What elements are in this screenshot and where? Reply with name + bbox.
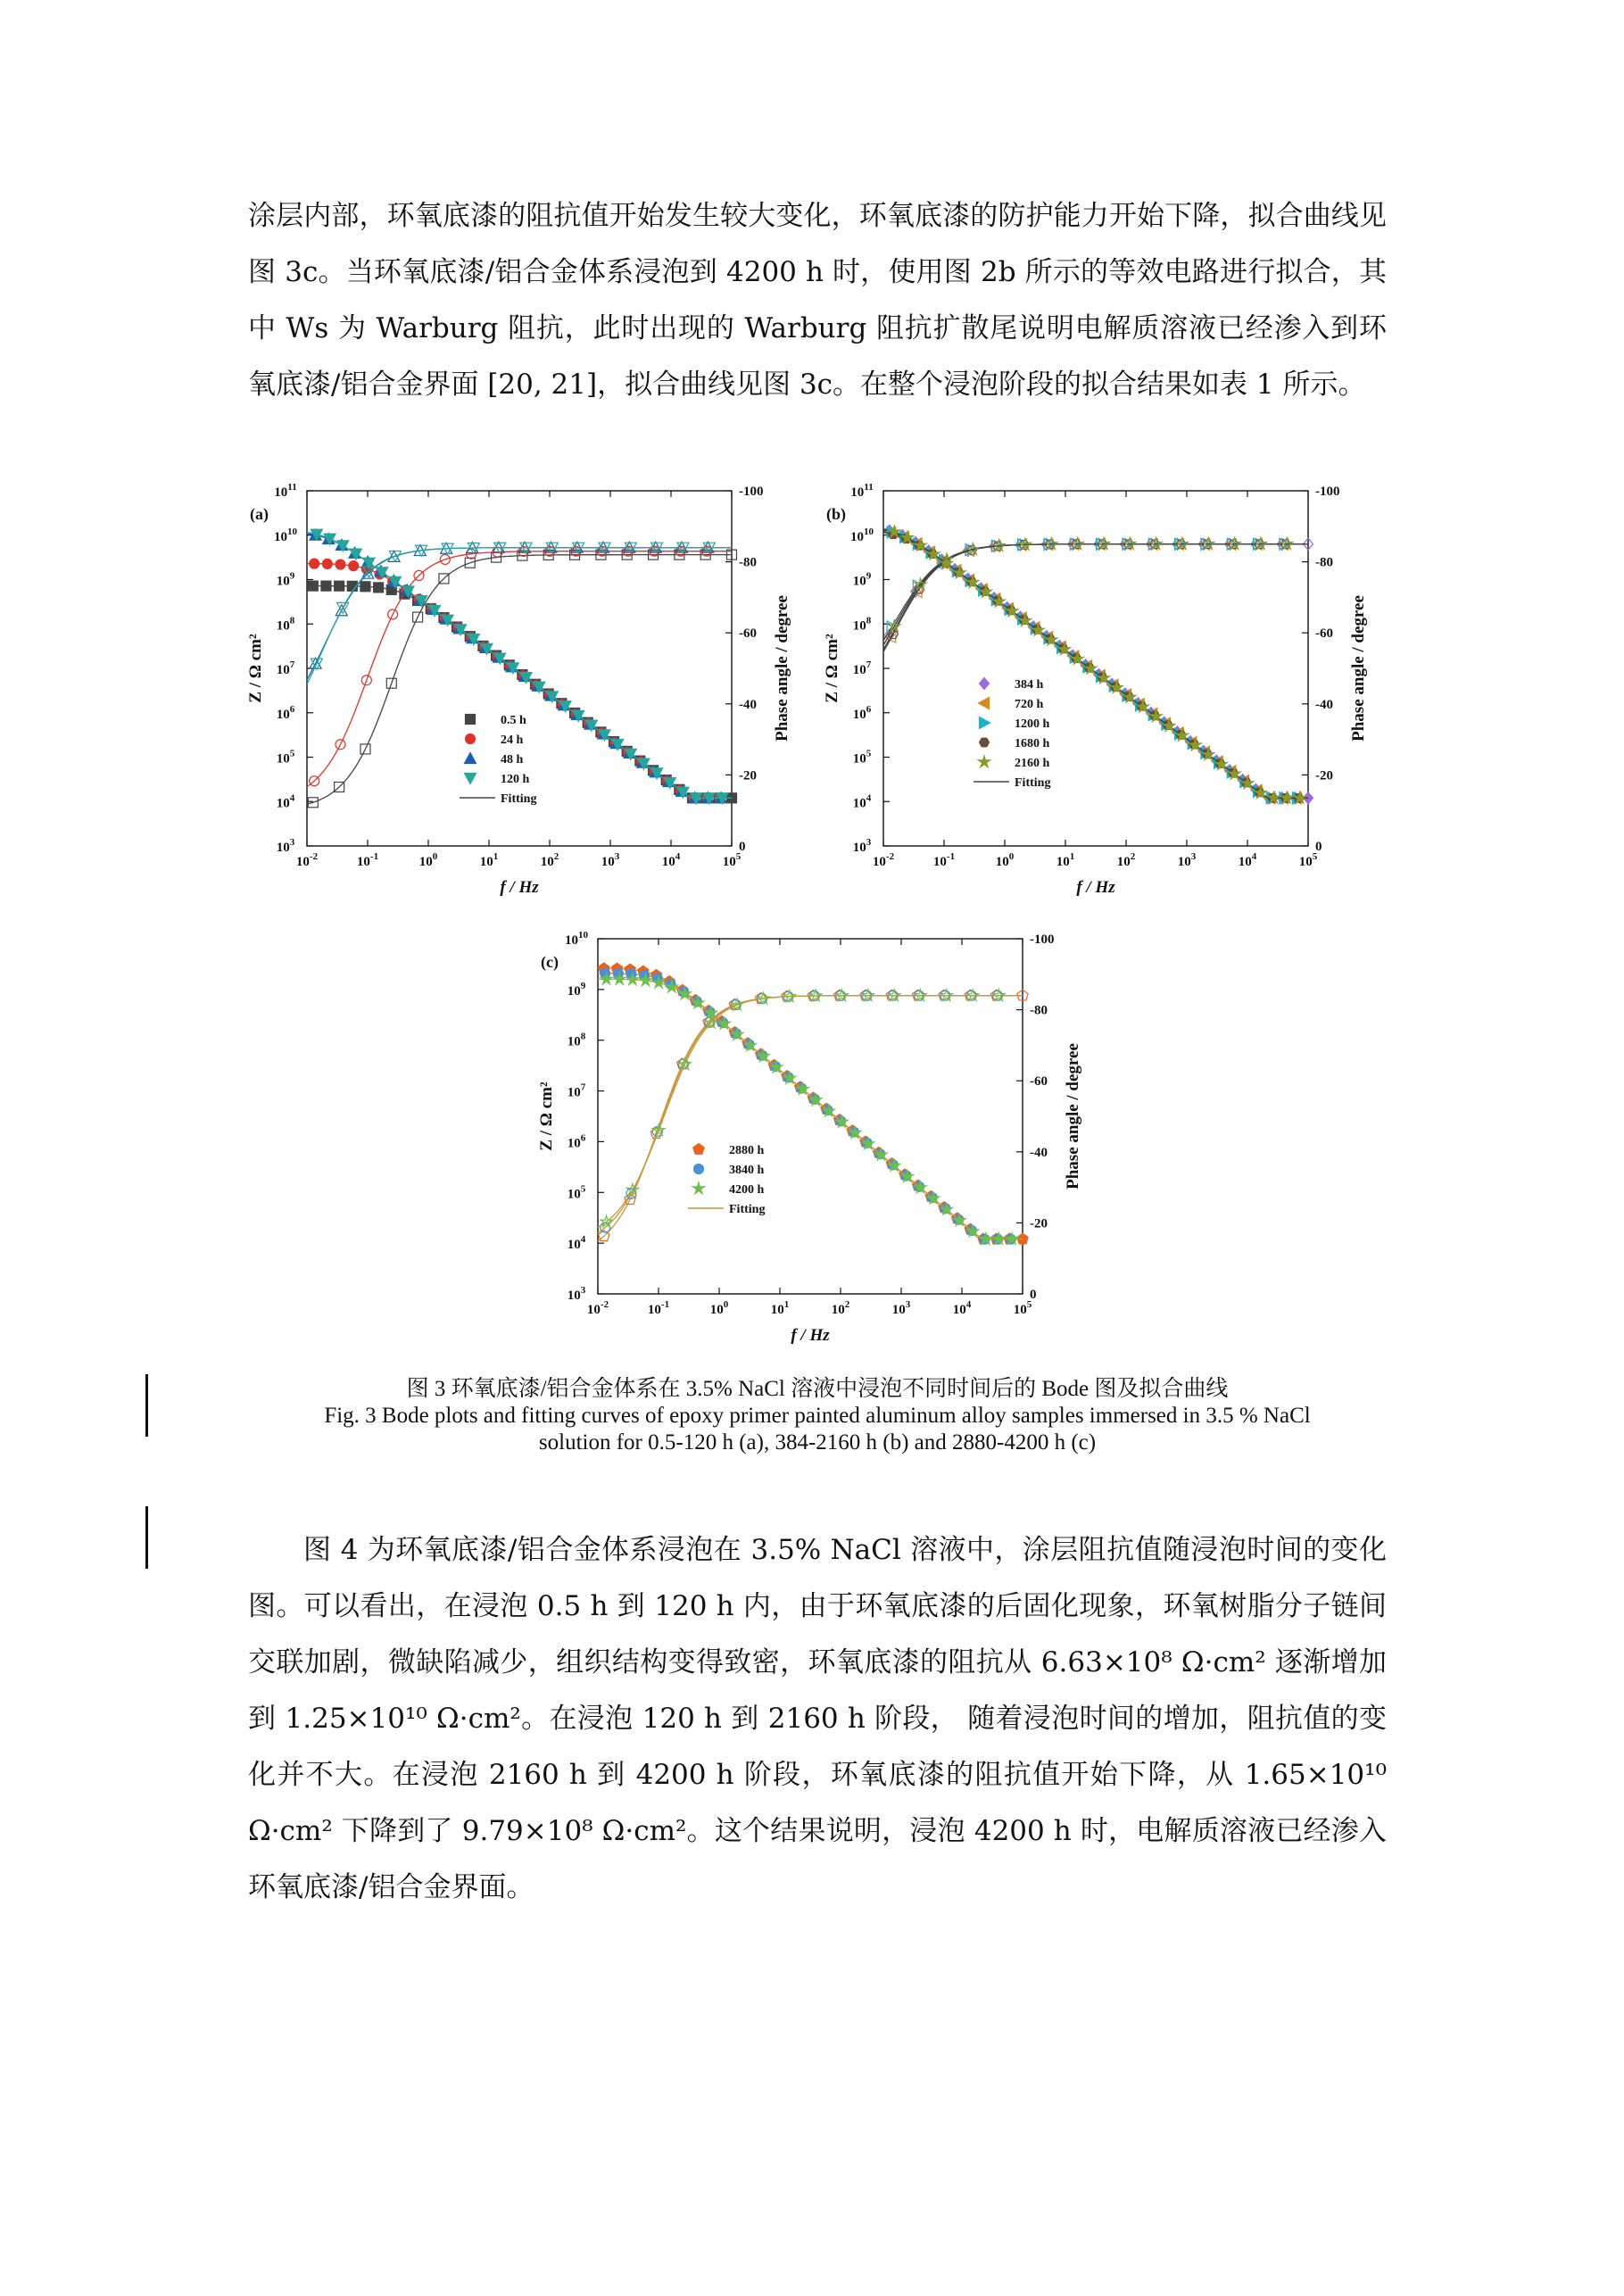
bode-plot-c [534,919,1105,1356]
phase-tick-label: -60 [1315,626,1333,642]
series-3840-h [598,968,1023,1244]
y-axis-label: Z / Ω cm² [823,634,841,703]
legend-label: 48 h [501,753,524,767]
y-tick-label: $10^4$ [567,1234,586,1253]
bode-plot-a [243,471,814,908]
phase-tick-label: -60 [1030,1074,1048,1090]
legend-marker [694,1165,704,1174]
x-tick-label: $10^{-1}$ [647,1299,670,1317]
y-tick-label: $10^4$ [276,792,295,811]
x-tick-label: $10^5$ [1013,1299,1032,1317]
legend-label: 384 h [1015,678,1044,692]
x-tick-label: $10^0$ [995,851,1015,869]
x-tick-label: $10^4$ [952,1299,972,1317]
y-tick-label: $10^3$ [567,1285,586,1303]
data-point-impedance [335,581,344,591]
y-tick-label: $10^9$ [567,980,586,999]
legend-label: 0.5 h [501,714,526,727]
revision-bar [145,1374,148,1437]
x-axis-label: f / Hz [500,878,539,897]
phase-tick-label: -20 [739,768,757,783]
y-tick-label: $10^6$ [276,703,295,722]
y-tick-label: $10^5$ [567,1183,586,1202]
fit-line-impedance [883,529,1308,799]
phase-tick-label: -60 [739,626,757,642]
phase-tick-label: 0 [1315,840,1322,854]
data-point-impedance [322,559,332,568]
legend-label: 3840 h [729,1164,765,1177]
legend-label: 1200 h [1015,717,1050,731]
panel-label: (c) [541,953,559,971]
fit-line-impedance [598,974,1023,1239]
paragraph-1-text: 涂层内部，环氧底漆的阻抗值开始发生较大变化，环氧底漆的防护能力开始下降，拟合曲线见图 3c。当环氧底漆/铝合金体系浸泡到 4200 h 时，使用图 2b 所示的等效电路进行拟合，其中 Ws 为 Warburg 阻抗，此时出现的 Warburg 阻抗扩散尾说明电解质溶液已经渗入到环氧底漆/铝合金界面 [20, 21]，拟合曲线见图 3c。在整个浸泡阶段的拟合结果如表 1 所示。 [248,200,1387,401]
y-tick-label: $10^{10}$ [565,930,588,948]
legend-marker [980,678,990,690]
y-tick-label: $10^4$ [852,792,872,811]
fit-line-impedance [883,531,1308,798]
paragraph-1 [248,188,1387,413]
legend-marker [465,774,476,784]
y-tick-label: $10^3$ [852,837,872,855]
data-point-impedance [336,559,345,569]
x-tick-label: $10^1$ [479,851,499,869]
series-1680-h [883,530,1308,802]
paragraph-2 [248,1522,1387,1916]
phase-tick-label: -80 [1315,555,1333,570]
phase-tick-label: -40 [1030,1145,1048,1160]
legend [460,714,536,806]
paragraph-2-text: 图 4 为环氧底漆/铝合金体系浸泡在 3.5% NaCl 溶液中，涂层阻抗值随浸泡时间的变化图。可以看出，在浸泡 0.5 h 到 120 h 内，由于环氧底漆的后固化现象，环氧树脂分子链间交联加剧，微缺陷减少，组织结构变得致密，环氧底漆的阻抗从 6.63×10⁸ Ω·cm² 逐渐增加到 1.25×10¹⁰ Ω·cm²。在浸泡 120 h 到 2160 h 阶段， 随着浸泡时间的增加，阻抗值的变化并不大。在浸泡 2160 h 到 4200 h 阶段，环氧底漆的阻抗值开始下降，从 1.65×10¹⁰ Ω·cm² 下降到了 9.79×10⁸ Ω·cm²。这个结果说明，浸泡 4200 h 时，电解质溶液已经渗入环氧底漆/铝合金界面。 [248,1534,1387,1903]
y-tick-label: $10^9$ [852,570,872,589]
x-tick-label: $10^4$ [1238,851,1257,869]
y-tick-label: $10^5$ [852,748,872,767]
y-tick-label: $10^{10}$ [274,526,297,544]
data-point-impedance [321,581,331,591]
phase-axis-label: Phase angle / degree [773,595,791,742]
panel-label: (b) [826,505,846,523]
series-720-h [883,527,1308,804]
y-axis-label: Z / Ω cm² [537,1082,556,1151]
legend-label: Fitting [1015,776,1051,790]
legend-label: 120 h [501,773,530,786]
phase-tick-label: -20 [1030,1216,1048,1231]
y-tick-label: $10^5$ [276,748,295,767]
caption-en-line2: solution for 0.5-120 h (a), 384-2160 h (b) and 2880-4200 h (c) [538,1430,1097,1455]
x-tick-label: $10^{-1}$ [356,851,379,869]
x-tick-label: $10^5$ [722,851,742,869]
fit-line-impedance [883,529,1308,798]
fit-line-phase [598,996,1023,1241]
figure-panel-a [243,471,814,908]
y-tick-label: $10^3$ [276,837,295,855]
legend-label: 2160 h [1015,757,1050,770]
y-tick-label: $10^7$ [276,659,295,677]
y-tick-label: $10^8$ [852,615,872,634]
x-tick-label: $10^0$ [709,1299,729,1317]
legend-marker [980,738,990,747]
data-point-impedance [360,582,370,592]
x-tick-label: $10^1$ [770,1299,790,1317]
x-tick-label: $10^3$ [1177,851,1197,869]
phase-tick-label: -80 [739,555,757,570]
phase-tick-label: 0 [1030,1288,1037,1302]
legend-marker [978,756,990,767]
x-tick-label: $10^4$ [661,851,681,869]
fit-line-impedance [883,533,1308,799]
y-tick-label: $10^6$ [567,1132,586,1151]
fit-line-phase [598,996,1023,1228]
series-4200-h [598,973,1023,1244]
legend-label: 720 h [1015,698,1044,711]
phase-tick-label: -40 [1315,697,1333,712]
legend-marker [465,753,476,764]
x-tick-label: $10^{-2}$ [586,1299,609,1317]
data-point-impedance [308,581,318,591]
legend-label: Fitting [501,792,537,806]
phase-axis-label: Phase angle / degree [1064,1043,1082,1189]
phase-tick-label: -100 [739,485,764,499]
phase-tick-label: -100 [1315,485,1340,499]
legend-label: 4200 h [729,1183,765,1197]
phase-axis-label: Phase angle / degree [1349,595,1368,742]
caption-zh: 图 3 环氧底漆/铝合金体系在 3.5% NaCl 溶液中浸泡不同时间后的 Bode 图及拟合曲线 [406,1377,1229,1401]
y-axis-label: Z / Ω cm² [246,634,265,703]
data-point-impedance [349,561,359,571]
y-tick-label: $10^7$ [567,1082,586,1100]
y-tick-label: $10^{11}$ [850,482,874,500]
y-tick-label: $10^7$ [852,659,872,677]
y-tick-label: $10^{10}$ [850,526,874,544]
legend-label: 2880 h [729,1144,765,1157]
legend-marker [466,734,476,744]
y-tick-label: $10^9$ [276,570,295,589]
legend-marker [692,1182,704,1194]
x-tick-label: $10^3$ [601,851,620,869]
x-tick-label: $10^2$ [1116,851,1136,869]
phase-tick-label: -40 [739,697,757,712]
data-point-impedance [310,559,319,568]
legend-marker [693,1144,704,1155]
x-tick-label: $10^5$ [1298,851,1318,869]
figure-caption [248,1376,1387,1456]
y-tick-label: $10^6$ [852,703,872,722]
x-tick-label: $10^0$ [418,851,438,869]
data-point-impedance [374,583,384,593]
phase-tick-label: 0 [739,840,746,854]
legend-label: Fitting [729,1203,766,1216]
y-tick-label: $10^8$ [276,615,295,634]
figure-panel-b [819,471,1390,908]
legend [688,1144,765,1217]
bode-plot-b [819,471,1390,908]
figure-panel-c [534,919,1105,1356]
legend [974,678,1050,791]
revision-bar [145,1506,148,1569]
x-axis-label: f / Hz [1076,878,1115,897]
x-tick-label: $10^2$ [540,851,559,869]
phase-tick-label: -20 [1315,768,1333,783]
legend-marker [466,715,476,725]
fit-line-impedance [598,968,1023,1239]
phase-tick-label: -80 [1030,1003,1048,1018]
legend-marker [979,698,990,709]
x-tick-label: $10^3$ [891,1299,911,1317]
y-tick-label: $10^{11}$ [274,482,297,500]
x-tick-label: $10^{-2}$ [295,851,319,869]
x-tick-label: $10^{-1}$ [932,851,956,869]
x-tick-label: $10^2$ [831,1299,850,1317]
y-tick-label: $10^8$ [567,1031,586,1049]
phase-tick-label: -100 [1030,932,1055,947]
caption-en-line1: Fig. 3 Bode plots and fitting curves of epoxy primer painted aluminum alloy samples immersed in 3.5 % NaCl [324,1404,1311,1428]
legend-label: 24 h [501,734,524,747]
fit-line-impedance [883,530,1308,798]
x-tick-label: $10^{-2}$ [872,851,895,869]
x-axis-label: f / Hz [791,1326,830,1345]
fit-line-impedance [598,979,1023,1239]
x-tick-label: $10^1$ [1056,851,1075,869]
legend-label: 1680 h [1015,737,1050,750]
legend-marker [980,717,990,729]
panel-label: (a) [250,505,269,523]
fit-line-phase [598,996,1023,1233]
